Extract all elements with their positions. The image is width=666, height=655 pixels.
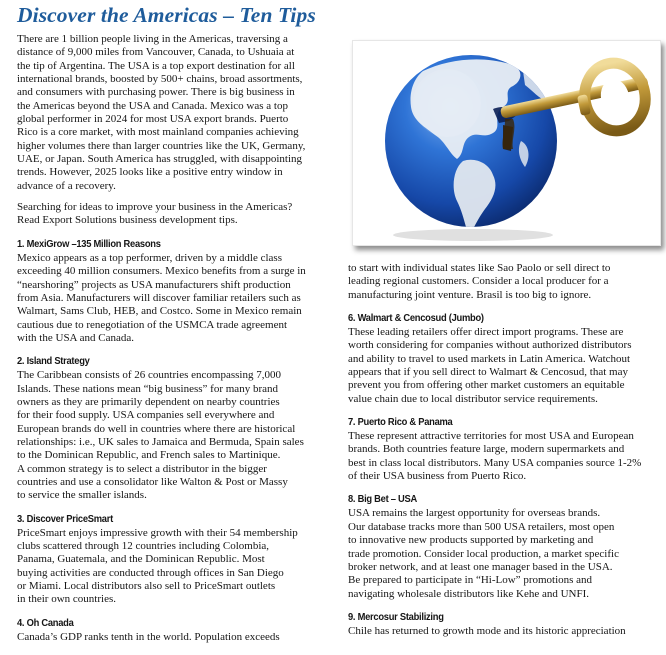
section-1 xyxy=(17,239,329,345)
left-column xyxy=(17,33,329,644)
section-6-body: These leading retailers offer direct import programs. These are worth considering for companies without authorized distributors and ability to travel to used markets in Latin America. Watchout appears that if you sell direct to Walmart & Cencosud, that may prevent you from offering other market customers an equitable value chain due to local distributor service requirements. xyxy=(348,326,632,405)
section-6 xyxy=(348,313,660,406)
section-2 xyxy=(17,356,329,502)
section-4-heading: 4. Oh Canada xyxy=(17,617,74,629)
section-8-body: USA remains the largest opportunity for overseas brands. Our database tracks more than 500 USA retailers, most open to innovative new products supported by marketing and trade promotion. Consider local production, a market specific broker network, and at least one manager based in the USA. Be prepared to participate in “Hi-Low” promotions and navigating wholesale distributors like Kehe and UNFI. xyxy=(348,507,619,600)
section-3 xyxy=(17,514,329,607)
section-9-heading: 9. Mercosur Stabilizing xyxy=(348,611,444,623)
section-8 xyxy=(348,494,660,600)
intro-paragraph-1: There are 1 billion people living in the Americas, traversing a distance of 9,000 miles from Vancouver, Canada, to Ushuaia at the tip of Argentina. The USA is a top export destination for all international brands, boosted by 500+ chains, broad assortments, and consumers with purchasing power. There is big business in the Americas beyond the USA and Canada. Mexico was a top global performer in 2024 for most USA export brands. Puerto Rico is a core market, with most mainland companies achieving higher volumes there than larger countries like the UK, Germany, UAE, or Japan. South America has struggled, with disappointing trends. However, 2025 looks like a positive entry window in advance of a recovery. xyxy=(17,33,306,192)
page-title: Discover the Americas – Ten Tips xyxy=(17,3,316,27)
section-6-heading: 6. Walmart & Cencosud (Jumbo) xyxy=(348,313,484,325)
section-4-body: Canada’s GDP ranks tenth in the world. Population exceeds xyxy=(17,630,280,643)
section-2-heading: 2. Island Strategy xyxy=(17,356,90,368)
section-3-body: PriceSmart enjoys impressive growth with their 54 membership clubs scattered through 12 countries including Colombia, Panama, Guatemala, and the Dominican Republic. Most buying activities are conducted through offices in San Diego or Miami. Local distributors also sell to PriceSmart outlets in their own countries. xyxy=(17,526,298,606)
section-2-body: The Caribbean consists of 26 countries encompassing 7,000 Islands. These nations mean “big business” for many brand owners as they are primarily dependent on nearby countries for their food supply. USA companies sell everywhere and European brands do well in countries where there are historical relationships: i.e., UK sales to Jamaica and Bermuda, Spain sales to the Dominican Republic, and French sales to Martinique. A common strategy is to select a distributor in the bigger countries and use a consolidator like Walton & Post or Massy to service the smaller islands. xyxy=(17,369,304,502)
section-1-heading: 1. MexiGrow –135 Million Reasons xyxy=(17,238,161,250)
intro-paragraph-2: Searching for ideas to improve your business in the Americas? Read Export Solutions business development tips. xyxy=(17,201,293,227)
section-1-body: Mexico appears as a top performer, driven by a middle class exceeding 40 million consumers. Mexico benefits from a surge in “nearshoring” projects as USA manufacturers shift production from Asia. Manufacturers will discover familiar retailers such as Walmart, Sams Club, HEB, and Costco. Some in Mexico remain cautious due to renegotiation of the USMCA trade agreement with the USA and Canada. xyxy=(17,251,306,344)
section-7-heading: 7. Puerto Rico & Panama xyxy=(348,417,453,429)
section-9-body: Chile has returned to growth mode and its historic appreciation xyxy=(348,624,626,637)
right-column xyxy=(348,262,660,638)
section-9 xyxy=(348,612,660,638)
globe-key-illustration xyxy=(353,41,660,245)
section-5-continuation: to start with individual states like Sao Paolo or sell direct to leading regional customers. Consider a local producer for a manufacturing joint venture. Brasil is too big to ignore. xyxy=(348,262,611,301)
section-8-heading: 8. Big Bet – USA xyxy=(348,494,417,506)
section-7 xyxy=(348,417,660,483)
section-4 xyxy=(17,618,329,644)
section-3-heading: 3. Discover PriceSmart xyxy=(17,513,113,525)
section-7-body: These represent attractive territories for most USA and European brands. Both countries feature large, modern supermarkets and best in class local distributors. Many USA companies source 1-2% of their USA business from Puerto Rico. xyxy=(348,430,642,483)
globe-key-image xyxy=(352,40,661,246)
